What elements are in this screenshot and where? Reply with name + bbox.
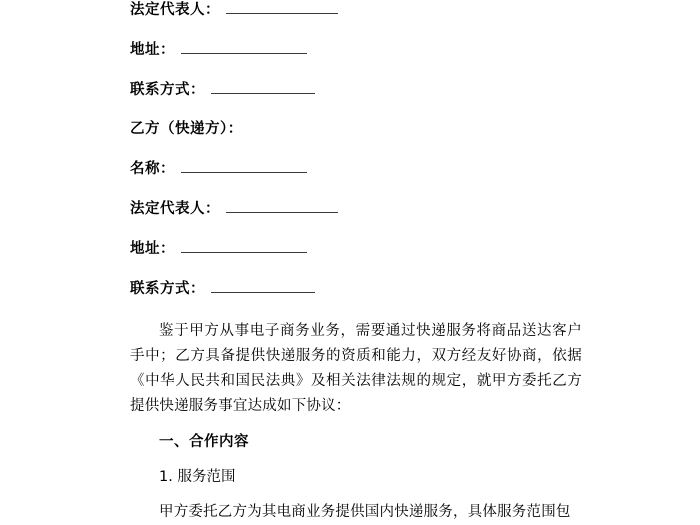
field-label: 法定代表人： bbox=[130, 201, 220, 217]
field-blank-rule[interactable] bbox=[226, 199, 338, 213]
document-body bbox=[130, 0, 582, 525]
field-blank-rule[interactable] bbox=[226, 0, 338, 14]
field-address-b bbox=[130, 239, 582, 259]
field-blank-rule[interactable] bbox=[211, 80, 315, 94]
field-blank-rule[interactable] bbox=[181, 40, 307, 54]
field-label: 法定代表人： bbox=[130, 2, 220, 18]
subsection-title-service-scope: 1. 服务范围 bbox=[159, 469, 236, 485]
field-label: 联系方式： bbox=[130, 82, 205, 98]
subsection-text-service-scope: 甲方委托乙方为其电商业务提供国内快递服务，具体服务范围包 bbox=[159, 504, 571, 520]
field-name-b bbox=[130, 159, 582, 179]
field-label: 地址： bbox=[130, 42, 175, 58]
field-legal-representative-b bbox=[130, 199, 582, 219]
field-legal-representative-a bbox=[130, 0, 582, 20]
section-title-cooperation-content: 一、合作内容 bbox=[159, 434, 249, 450]
field-blank-rule[interactable] bbox=[181, 239, 307, 253]
party-b-heading: 乙方（快递方）： bbox=[130, 121, 243, 137]
preamble-paragraph: 鉴于甲方从事电子商务业务，需要通过快递服务将商品送达客户手中；乙方具备提供快递服务的资质和能力，双方经友好协商，依据《中华人民共和国民法典》及相关法律法规的规定，就甲方委托乙方提供快递服务事宜达成如下协议： bbox=[130, 323, 582, 414]
field-label: 地址： bbox=[130, 241, 175, 257]
field-label: 联系方式： bbox=[130, 281, 205, 297]
field-address-a bbox=[130, 40, 582, 60]
field-label: 名称： bbox=[130, 161, 175, 177]
field-blank-rule[interactable] bbox=[181, 159, 307, 173]
field-contact-a bbox=[130, 80, 582, 100]
field-blank-rule[interactable] bbox=[211, 279, 315, 293]
field-contact-b bbox=[130, 279, 582, 299]
